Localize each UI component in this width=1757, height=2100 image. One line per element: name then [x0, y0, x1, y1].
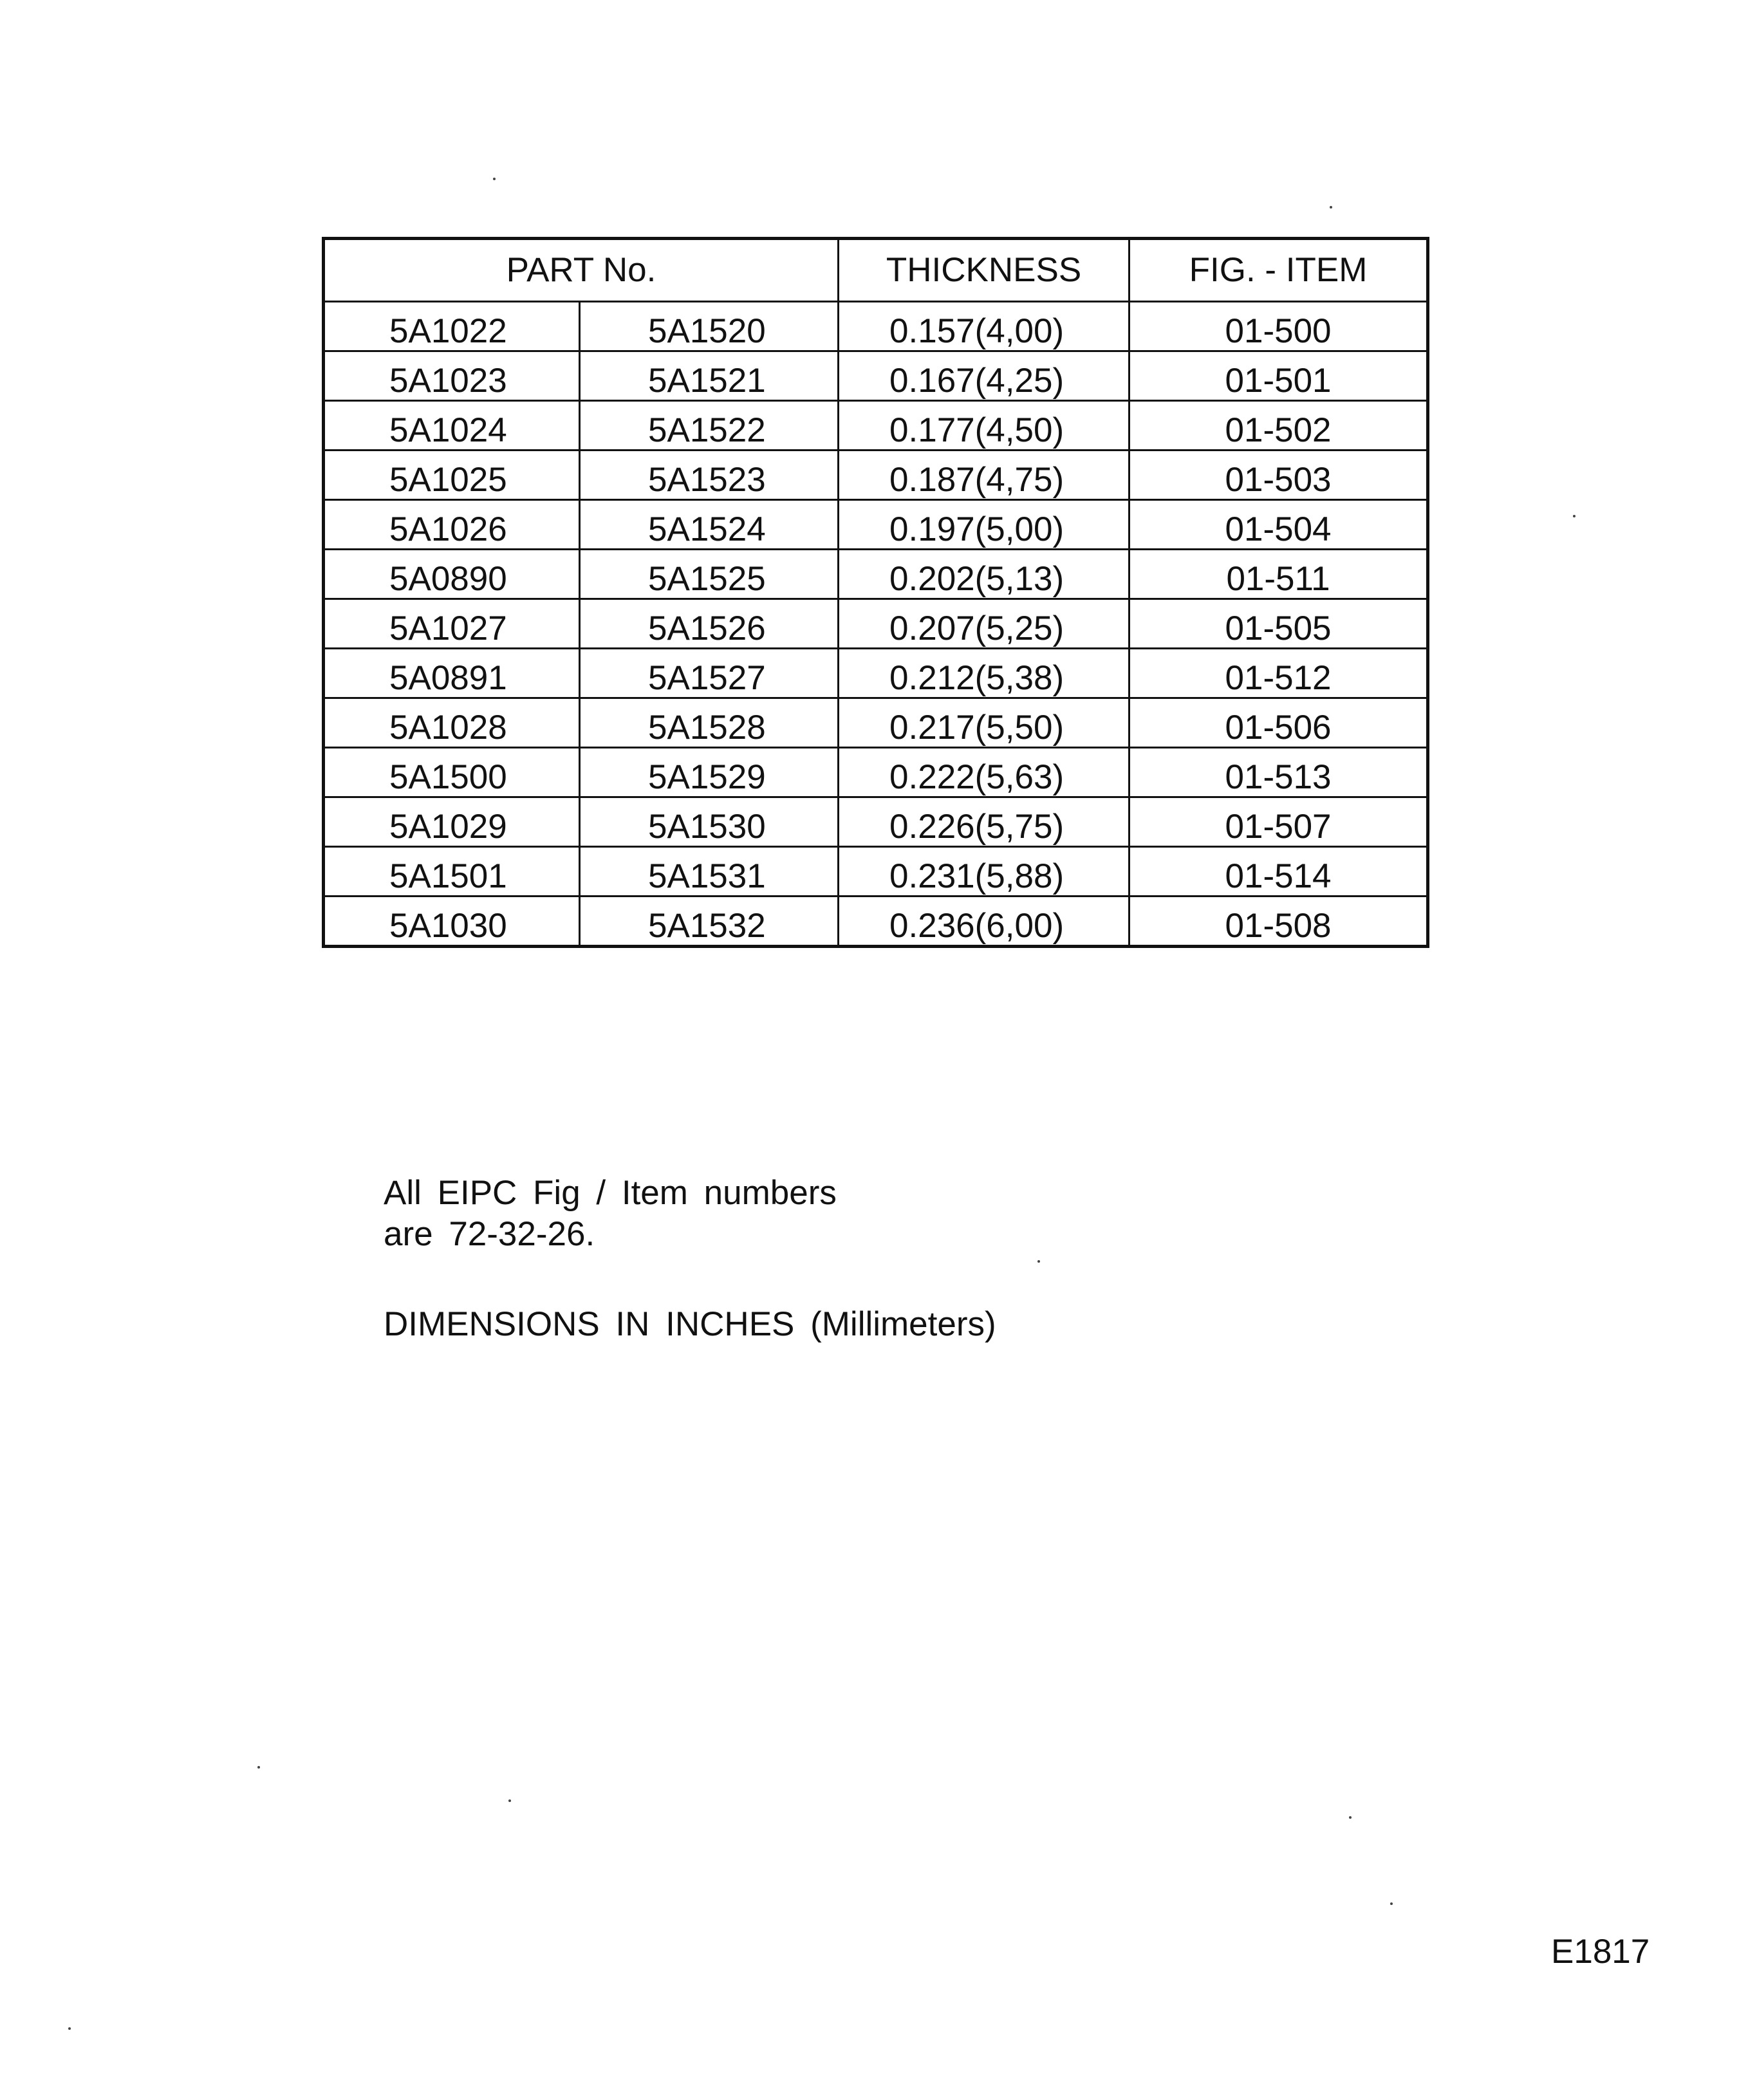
part-no-a-cell: 5A1027 — [324, 599, 580, 649]
part-no-a-cell: 5A0891 — [324, 649, 580, 698]
part-no-b-cell: 5A1532 — [580, 897, 839, 947]
scan-speck — [68, 2027, 71, 2030]
part-no-a-cell: 5A1029 — [324, 797, 580, 847]
eipc-note — [384, 1173, 837, 1255]
fig-item-cell: 01-506 — [1130, 698, 1428, 748]
part-no-a-cell: 5A1028 — [324, 698, 580, 748]
part-no-a-cell: 5A1025 — [324, 451, 580, 500]
thickness-parts-table — [322, 237, 1429, 948]
table-row — [324, 797, 1428, 847]
scan-speck — [508, 1799, 511, 1802]
part-no-b-cell: 5A1527 — [580, 649, 839, 698]
eipc-note-line-1: All EIPC Fig / Item numbers — [384, 1174, 837, 1212]
fig-item-cell: 01-513 — [1130, 748, 1428, 797]
part-no-a-cell: 5A1024 — [324, 401, 580, 451]
fig-item-cell: 01-508 — [1130, 897, 1428, 947]
fig-item-cell: 01-501 — [1130, 351, 1428, 401]
header-part-no: PART No. — [324, 239, 839, 302]
thickness-cell: 0.222(5,63) — [839, 748, 1130, 797]
header-fig-item: FIG. - ITEM — [1130, 239, 1428, 302]
part-no-b-cell: 5A1523 — [580, 451, 839, 500]
part-no-a-cell: 5A1501 — [324, 847, 580, 897]
part-no-b-cell: 5A1529 — [580, 748, 839, 797]
part-no-b-cell: 5A1528 — [580, 698, 839, 748]
eipc-note-line-2: are 72-32-26. — [384, 1215, 595, 1253]
fig-item-cell: 01-507 — [1130, 797, 1428, 847]
scan-speck — [257, 1766, 260, 1769]
thickness-cell: 0.212(5,38) — [839, 649, 1130, 698]
thickness-cell: 0.167(4,25) — [839, 351, 1130, 401]
table-row — [324, 897, 1428, 947]
dimensions-note: DIMENSIONS IN INCHES (Millimeters) — [384, 1305, 996, 1343]
page-id: E1817 — [1551, 1933, 1650, 1971]
fig-item-cell: 01-502 — [1130, 401, 1428, 451]
fig-item-cell: 01-504 — [1130, 500, 1428, 550]
fig-item-cell: 01-512 — [1130, 649, 1428, 698]
part-no-a-cell: 5A0890 — [324, 550, 580, 599]
part-no-b-cell: 5A1520 — [580, 302, 839, 351]
table-row — [324, 351, 1428, 401]
part-no-b-cell: 5A1525 — [580, 550, 839, 599]
scan-speck — [1330, 206, 1332, 209]
thickness-cell: 0.202(5,13) — [839, 550, 1130, 599]
part-no-a-cell: 5A1026 — [324, 500, 580, 550]
table-row — [324, 451, 1428, 500]
part-no-a-cell: 5A1022 — [324, 302, 580, 351]
table-row — [324, 649, 1428, 698]
scan-speck — [1037, 1260, 1040, 1263]
fig-item-cell: 01-500 — [1130, 302, 1428, 351]
thickness-cell: 0.231(5,88) — [839, 847, 1130, 897]
scan-speck — [1390, 1902, 1393, 1905]
thickness-cell: 0.217(5,50) — [839, 698, 1130, 748]
table-body — [324, 302, 1428, 947]
table-row — [324, 847, 1428, 897]
table-row — [324, 401, 1428, 451]
table-row — [324, 550, 1428, 599]
fig-item-cell: 01-514 — [1130, 847, 1428, 897]
thickness-cell: 0.157(4,00) — [839, 302, 1130, 351]
part-no-a-cell: 5A1023 — [324, 351, 580, 401]
thickness-cell: 0.236(6,00) — [839, 897, 1130, 947]
fig-item-cell: 01-511 — [1130, 550, 1428, 599]
part-no-b-cell: 5A1530 — [580, 797, 839, 847]
thickness-cell: 0.226(5,75) — [839, 797, 1130, 847]
scan-speck — [1349, 1816, 1352, 1819]
thickness-cell: 0.187(4,75) — [839, 451, 1130, 500]
part-no-b-cell: 5A1531 — [580, 847, 839, 897]
part-no-b-cell: 5A1521 — [580, 351, 839, 401]
table-header-row — [324, 239, 1428, 302]
fig-item-cell: 01-505 — [1130, 599, 1428, 649]
part-no-b-cell: 5A1522 — [580, 401, 839, 451]
scan-speck — [1573, 515, 1576, 517]
table-row — [324, 302, 1428, 351]
header-thickness: THICKNESS — [839, 239, 1130, 302]
part-no-a-cell: 5A1500 — [324, 748, 580, 797]
table-row — [324, 748, 1428, 797]
scan-speck — [493, 178, 496, 180]
thickness-cell: 0.177(4,50) — [839, 401, 1130, 451]
table-row — [324, 599, 1428, 649]
table-row — [324, 698, 1428, 748]
fig-item-cell: 01-503 — [1130, 451, 1428, 500]
thickness-cell: 0.197(5,00) — [839, 500, 1130, 550]
part-no-a-cell: 5A1030 — [324, 897, 580, 947]
thickness-cell: 0.207(5,25) — [839, 599, 1130, 649]
table-row — [324, 500, 1428, 550]
part-no-b-cell: 5A1524 — [580, 500, 839, 550]
part-no-b-cell: 5A1526 — [580, 599, 839, 649]
